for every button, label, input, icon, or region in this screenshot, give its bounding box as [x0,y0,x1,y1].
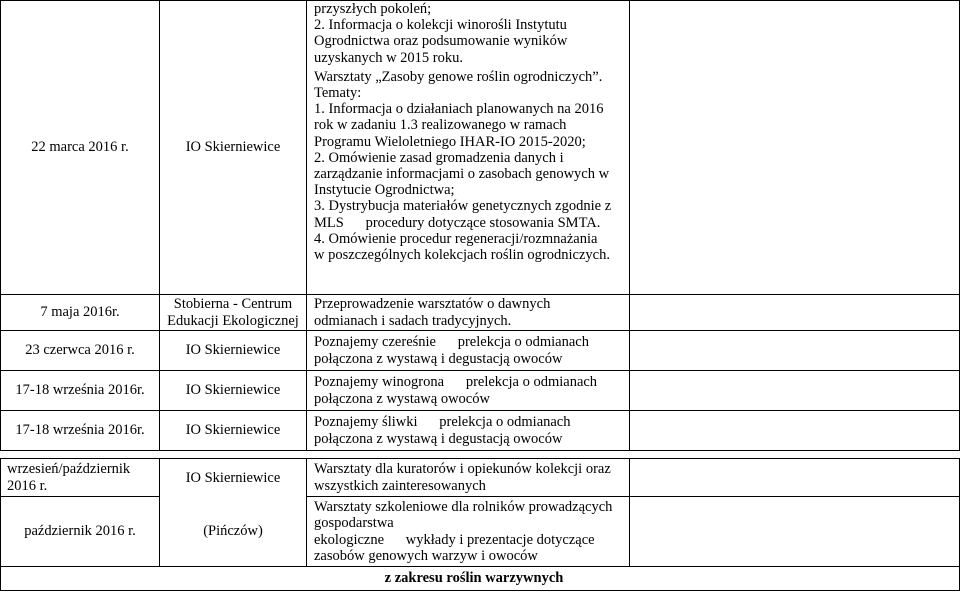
empty-cell [630,411,960,451]
event-place-cell: IO Skierniewice [160,411,307,451]
table-row [1,371,960,411]
event-date-cell: 7 maja 2016r. [1,295,160,331]
table-row [1,1,960,295]
event-date-cell: wrzesień/październik 2016 r. [1,459,160,497]
event-description-cell: Poznajemy śliwki prelekcja o odmianach połączona z wystawą i degustacją owoców [307,411,630,451]
event-place-cell: IO Skierniewice [160,371,307,411]
event-place-cell: Stobierna - Centrum Edukacji Ekologicznej [160,295,307,331]
empty-cell [630,331,960,371]
empty-cell [630,295,960,331]
event-date-cell: październik 2016 r. [1,497,160,567]
event-description-cell: Warsztaty szkoleniowe dla rolników prowadzących gospodarstwa ekologiczne wykłady i prezentacje dotyczące zasobów genowych warzyw i owoców [307,497,630,567]
section-heading: z zakresu roślin warzywnych [1,567,960,591]
table-gap [1,451,960,459]
event-place-cell: IO Skierniewice [160,1,307,295]
empty-cell [630,497,960,567]
event-place-cell: IO Skierniewice [160,331,307,371]
event-description-cell: Poznajemy czereśnie prelekcja o odmianach połączona z wystawą i degustacją owoców [307,331,630,371]
event-description-cell: Przeprowadzenie warsztatów o dawnych odmianach i sadach tradycyjnych. [307,295,630,331]
empty-cell [630,459,960,497]
event-description-cell: przyszłych pokoleń; 2. Informacja o kolekcji winorośli Instytutu Ogrodnictwa oraz podsumowanie wyników uzyskanych w 2015 roku. Warsztaty „Zasoby genowe roślin ogrodniczych”. Tematy: 1. Informacja o działaniach planowanych na 2016 rok w zadaniu 1.3 realizowanego w ramach Programu Wieloletniego IHAR-IO 2015-2020; 2. Omówienie zasad gromadzenia danych i zarządzanie informacjami o zasobach genowych w Instytucie Ogrodnictwa; 3. Dystrybucja materiałów genetycznych zgodnie z MLS procedury dotyczące stosowania SMTA. 4. Omówienie procedur regeneracji/rozmnażania w poszczególnych kolekcjach roślin ogrodniczych. [307,1,630,295]
event-description-cell: Warsztaty dla kuratorów i opiekunów kolekcji oraz wszystkich zainteresowanych [307,459,630,497]
event-place-cell: (Pińczów) [160,497,307,567]
section-heading-row [1,567,960,591]
event-date-cell: 22 marca 2016 r. [1,1,160,295]
table-row [1,411,960,451]
event-description-cell: Poznajemy winogrona prelekcja o odmianach połączona z wystawą owoców [307,371,630,411]
empty-cell [630,371,960,411]
table-row [1,295,960,331]
table-row [1,459,960,497]
table-row [1,497,960,567]
event-date-cell: 23 czerwca 2016 r. [1,331,160,371]
event-date-cell: 17-18 września 2016r. [1,411,160,451]
empty-cell [630,1,960,295]
event-place-cell: IO Skierniewice [160,459,307,497]
event-date-cell: 17-18 września 2016r. [1,371,160,411]
table-row [1,331,960,371]
